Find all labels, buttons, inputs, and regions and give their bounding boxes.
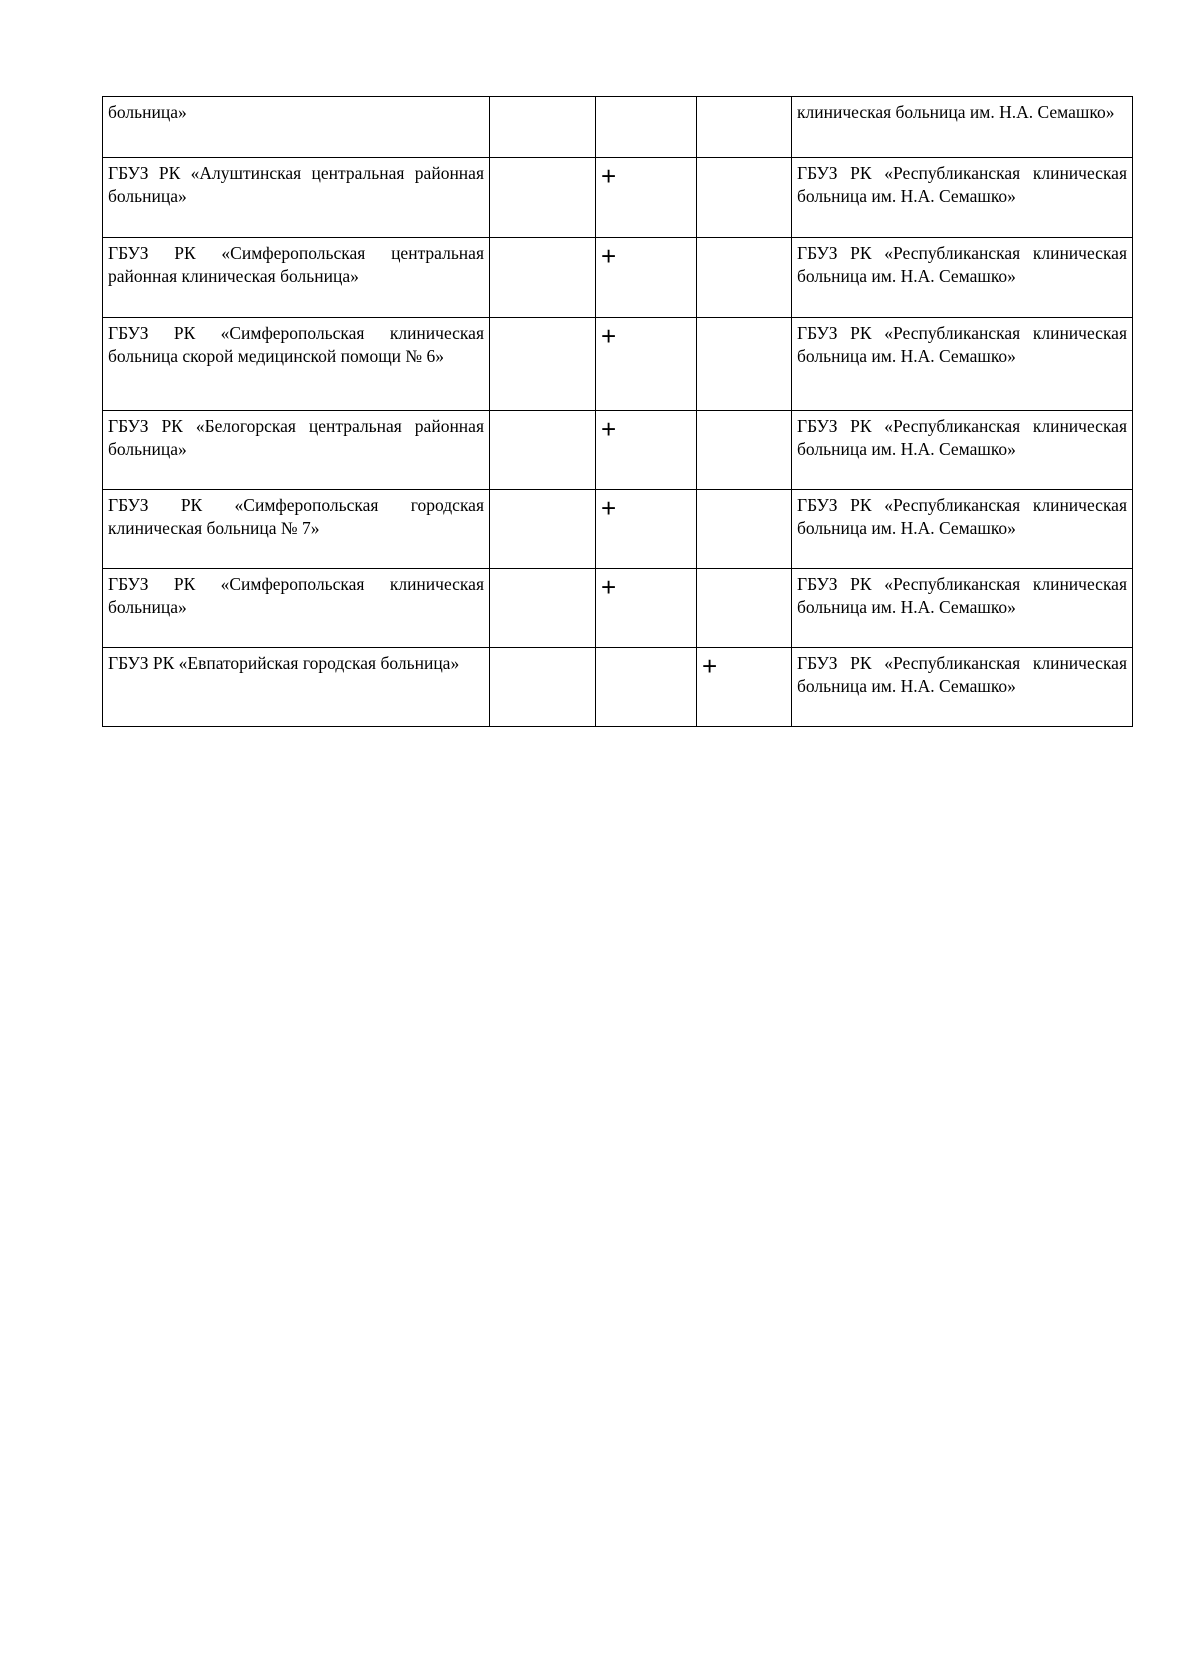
hospital-name-cell: ГБУЗ РК «Симферопольская городская клиническая больница № 7» [103, 490, 490, 569]
mark-cell [697, 97, 792, 158]
hospital-routing-table [102, 96, 1133, 727]
hospital-name-cell: ГБУЗ РК «Симферопольская клиническая больница» [103, 569, 490, 648]
mark-cell [490, 318, 596, 411]
mark-cell [697, 238, 792, 318]
target-hospital-cell: ГБУЗ РК «Республиканская клиническая больница им. Н.А. Семашко» [792, 411, 1133, 490]
mark-cell: + [596, 411, 697, 490]
table-row [103, 648, 1133, 727]
hospital-name-cell: ГБУЗ РК «Евпаторийская городская больница» [103, 648, 490, 727]
hospital-name-cell: ГБУЗ РК «Симферопольская центральная районная клиническая больница» [103, 238, 490, 318]
mark-cell: + [596, 569, 697, 648]
mark-cell [596, 648, 697, 727]
mark-cell [490, 97, 596, 158]
table-row [103, 238, 1133, 318]
hospital-name-cell: больница» [103, 97, 490, 158]
mark-cell [596, 97, 697, 158]
table-row [103, 158, 1133, 238]
table-row [103, 569, 1133, 648]
hospital-name-cell: ГБУЗ РК «Симферопольская клиническая больница скорой медицинской помощи № 6» [103, 318, 490, 411]
mark-cell: + [596, 490, 697, 569]
table-row [103, 318, 1133, 411]
mark-cell [490, 648, 596, 727]
target-hospital-cell: клиническая больница им. Н.А. Семашко» [792, 97, 1133, 158]
mark-cell [490, 490, 596, 569]
hospital-name-cell: ГБУЗ РК «Белогорская центральная районная больница» [103, 411, 490, 490]
mark-cell: + [697, 648, 792, 727]
mark-cell [490, 411, 596, 490]
target-hospital-cell: ГБУЗ РК «Республиканская клиническая больница им. Н.А. Семашко» [792, 318, 1133, 411]
mark-cell [697, 569, 792, 648]
target-hospital-cell: ГБУЗ РК «Республиканская клиническая больница им. Н.А. Семашко» [792, 238, 1133, 318]
table-row [103, 97, 1133, 158]
mark-cell: + [596, 238, 697, 318]
hospital-name-cell: ГБУЗ РК «Алуштинская центральная районная больница» [103, 158, 490, 238]
mark-cell [697, 158, 792, 238]
mark-cell [697, 318, 792, 411]
mark-cell [697, 490, 792, 569]
mark-cell [697, 411, 792, 490]
mark-cell: + [596, 158, 697, 238]
target-hospital-cell: ГБУЗ РК «Республиканская клиническая больница им. Н.А. Семашко» [792, 648, 1133, 727]
target-hospital-cell: ГБУЗ РК «Республиканская клиническая больница им. Н.А. Семашко» [792, 158, 1133, 238]
table-row [103, 411, 1133, 490]
target-hospital-cell: ГБУЗ РК «Республиканская клиническая больница им. Н.А. Семашко» [792, 490, 1133, 569]
mark-cell [490, 238, 596, 318]
target-hospital-cell: ГБУЗ РК «Республиканская клиническая больница им. Н.А. Семашко» [792, 569, 1133, 648]
table-row [103, 490, 1133, 569]
mark-cell [490, 569, 596, 648]
mark-cell: + [596, 318, 697, 411]
mark-cell [490, 158, 596, 238]
